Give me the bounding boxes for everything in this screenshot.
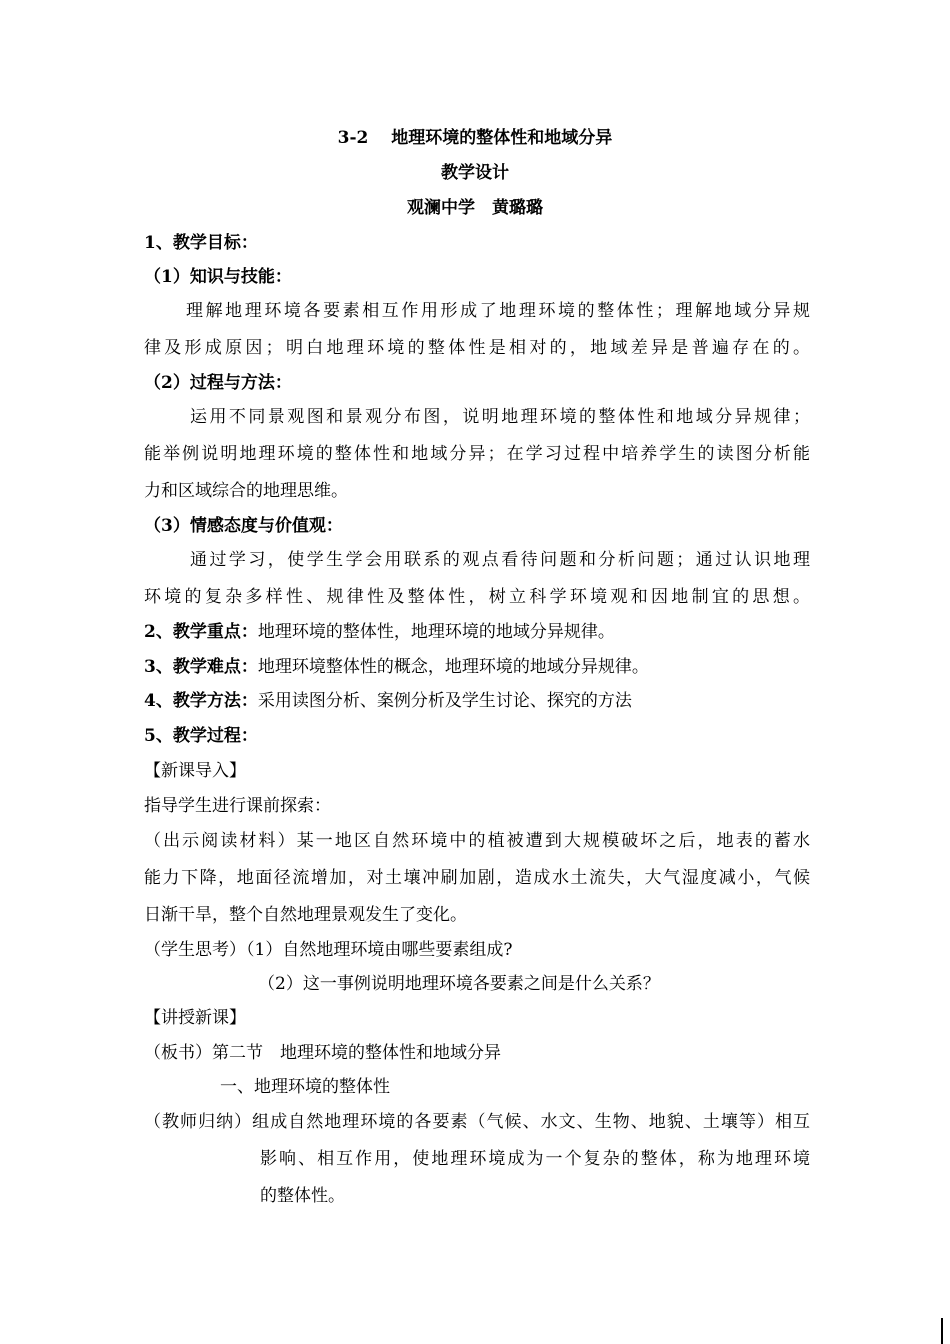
knowledge-line-2: 律及形成原因；明白地理环境的整体性是相对的，地域差异是普遍存在的。 <box>144 338 810 358</box>
summary-line-2: 影响、相互作用，使地理环境成为一个复杂的整体，称为地理环境 <box>260 1149 810 1169</box>
page-edge-mark <box>941 1318 943 1344</box>
document-subtitle: 教学设计 <box>441 163 509 183</box>
lecture-label: 【讲授新课】 <box>144 1008 246 1028</box>
methods <box>144 689 810 713</box>
reading-line-3: 日渐干旱，整个自然地理景观发生了变化。 <box>144 905 467 925</box>
key-points-label: 2、教学重点： <box>144 622 258 642</box>
summary-line-1: （教师归纳）组成自然地理环境的各要素（气候、水文、生物、地貌、土壤等）相互 <box>144 1112 810 1132</box>
key-points <box>144 620 810 644</box>
knowledge-line-1: 理解地理环境各要素相互作用形成了地理环境的整体性；理解地域分异规 <box>186 301 810 321</box>
summary-line-3: 的整体性。 <box>260 1186 345 1206</box>
process-method-line-3: 力和区域综合的地理思维。 <box>144 481 348 501</box>
section-1-heading: 一、地理环境的整体性 <box>220 1077 390 1097</box>
process-method-line-1: 运用不同景观图和景观分布图，说明地理环境的整体性和地域分异规律； <box>190 407 810 427</box>
intro-label: 【新课导入】 <box>144 761 246 781</box>
process-heading: 5、教学过程： <box>144 726 258 746</box>
emotion-line-1: 通过学习，使学生学会用联系的观点看待问题和分析问题；通过认识地理 <box>190 550 810 570</box>
think-question-1: （学生思考）（1）自然地理环境由哪些要素组成? <box>144 940 513 960</box>
process-method-line-2: 能举例说明地理环境的整体性和地域分异；在学习过程中培养学生的读图分析能 <box>144 444 810 464</box>
document-author: 观澜中学 黄璐璐 <box>407 198 543 218</box>
board-text: （板书）第二节 地理环境的整体性和地域分异 <box>144 1043 501 1063</box>
process-method-heading: （2）过程与方法： <box>144 373 292 393</box>
reading-line-1: （出示阅读材料）某一地区自然环境中的植被遭到大规模破坏之后，地表的蓄水 <box>144 831 810 851</box>
guide-text: 指导学生进行课前探索： <box>144 796 331 816</box>
emotion-line-2: 环境的复杂多样性、规律性及整体性，树立科学环境观和因地制宜的思想。 <box>144 587 810 607</box>
reading-line-2: 能力下降，地面径流增加，对土壤冲刷加剧，造成水土流失，大气湿度减小，气候 <box>144 868 810 888</box>
goals-heading: 1、教学目标： <box>144 233 258 253</box>
difficulties <box>144 655 810 679</box>
knowledge-heading: （1）知识与技能： <box>144 267 292 287</box>
document-title: 3-2 地理环境的整体性和地域分异 <box>337 128 613 148</box>
methods-label: 4、教学方法： <box>144 691 258 711</box>
difficulties-label: 3、教学难点： <box>144 657 258 677</box>
emotion-heading: （3）情感态度与价值观： <box>144 516 343 536</box>
methods-text: 采用读图分析、案例分析及学生讨论、探究的方法 <box>257 691 632 711</box>
think-question-2: （2）这一事例说明地理环境各要素之间是什么关系？ <box>258 974 660 994</box>
difficulties-text: 地理环境整体性的概念，地理环境的地域分异规律。 <box>257 657 649 677</box>
key-points-text: 地理环境的整体性，地理环境的地域分异规律。 <box>257 622 615 642</box>
